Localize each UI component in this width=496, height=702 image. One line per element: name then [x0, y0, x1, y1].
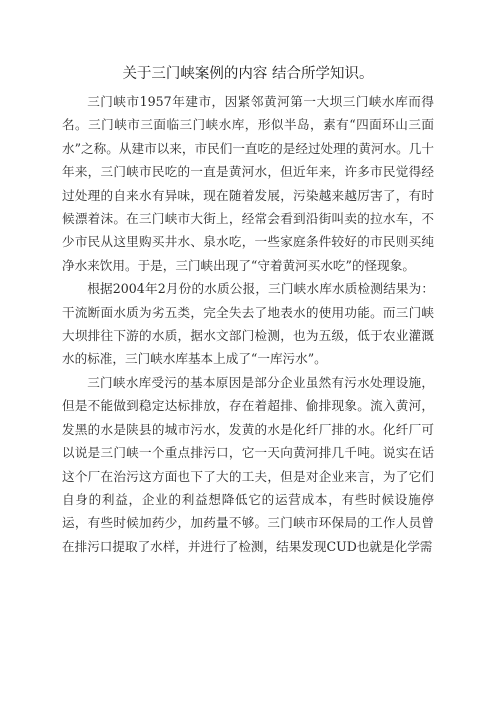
paragraph-3: 三门峡水库受污的基本原因是部分企业虽然有污水处理设施，但是不能做到稳定达标排放，存在着超排、偷排现象。流入黄河，发黑的水是陕县的城市污水，发黄的水是化纤厂排的水。化纤厂可以说是三门峡一个重点排污口，它一天向黄河排几千吨。说实在话这个厂在治污这方面也下了大的工夫，但是对企业来言，为了它们自身的利益，企业的利益想降低它的运营成本，有些时候设施停运，有些时候加药少，加药量不够。三门峡市环保局的工作人员曾在排污口提取了水样，并进行了检测，结果发现CUD也就是化学需 [62, 374, 434, 554]
document-title: 关于三门峡案例的内容 结合所学知识。 [122, 66, 374, 82]
paragraph-1: 三门峡市1957年建市，因紧邻黄河第一大坝三门峡水库而得名。三门峡市三面临三门峡水库，形似半岛，素有“四面环山三面水”之称。从建市以来，市民们一直吃的是经过处理的黄河水。几十年来，三门峡市民吃的一直是黄河水，但近年来，许多市民觉得经过处理的自来水有异味，现在随着发展，污染越来越厉害了，有时候漂着沫。在三门峡市大街上，经常会看到沿街叫卖的拉水车，不少市民从这里购买井水、泉水吃，一些家庭条件较好的市民则买纯净水来饮用。于是，三门峡出现了“守着黄河买水吃”的怪现象。 [62, 94, 434, 273]
document-body [62, 90, 434, 558]
paragraph-2: 根据2004年2月份的水质公报，三门峡水库水质检测结果为：干流断面水质为劣五类，完全失去了地表水的使用功能。而三门峡大坝排往下游的水质，据水文部门检测，也为五级，低于农业灌溉水的标准，三门峡水库基本上成了“一库污水”。 [62, 281, 434, 367]
